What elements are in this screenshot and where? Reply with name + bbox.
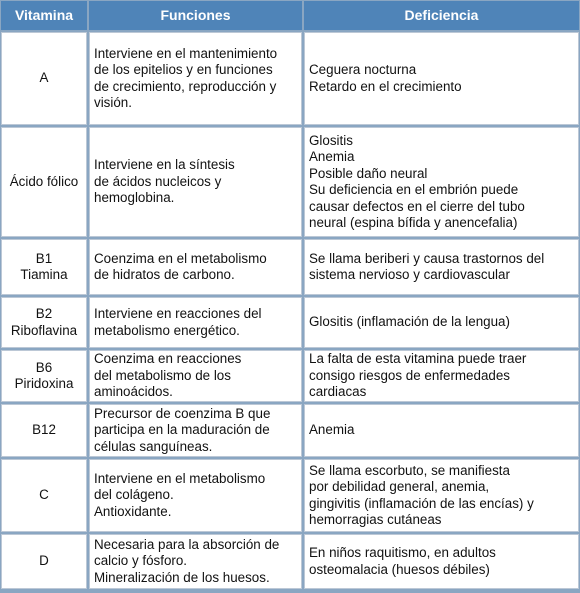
cell-line: hemoglobina. bbox=[94, 190, 175, 206]
cell-line: consigo riesgos de enfermedades bbox=[309, 367, 510, 383]
cell-line: causar defectos en el cierre del tubo bbox=[309, 198, 525, 214]
cell-line: Coenzima en el metabolismo bbox=[94, 250, 267, 266]
cell-line: Glositis (inflamación de la lengua) bbox=[309, 314, 510, 330]
functions-cell bbox=[89, 459, 302, 532]
cell-line: Se llama beriberi y causa trastornos del bbox=[309, 250, 545, 266]
cell-line: del colágeno. bbox=[94, 487, 174, 503]
cell-line: Precursor de coenzima B que bbox=[94, 405, 271, 421]
vitamin-cell bbox=[1, 239, 87, 295]
header-vitamina: Vitamina bbox=[1, 1, 87, 30]
deficiency-cell bbox=[304, 297, 579, 348]
deficiency-cell bbox=[304, 350, 579, 402]
cell-line: del metabolismo de los bbox=[94, 367, 231, 383]
cell-line: C bbox=[39, 487, 49, 503]
cell-line: cardiacas bbox=[309, 384, 367, 400]
cell-line: Interviene en la síntesis bbox=[94, 157, 235, 173]
cell-line: Se llama escorbuto, se manifiesta bbox=[309, 462, 510, 478]
cell-line: calcio y fósforo. bbox=[94, 553, 188, 569]
cell-line: neural (espina bífida y anencefalia) bbox=[309, 215, 518, 230]
cell-line: de hidratos de carbono. bbox=[94, 267, 235, 282]
cell-line: gingivitis (inflamación de las encías) y bbox=[309, 495, 534, 511]
functions-cell bbox=[89, 239, 302, 295]
cell-line: Glositis bbox=[309, 132, 353, 148]
cell-line: de crecimiento, reproducción y bbox=[94, 78, 277, 94]
vitamin-cell bbox=[1, 297, 87, 348]
header-funciones: Funciones bbox=[89, 1, 302, 30]
vitamin-cell bbox=[1, 534, 87, 589]
cell-line: sistema nervioso y cardiovascular bbox=[309, 267, 510, 282]
cell-line: Anemia bbox=[309, 422, 355, 438]
functions-cell bbox=[89, 127, 302, 237]
cell-line: Riboflavina bbox=[10, 322, 78, 338]
deficiency-cell bbox=[304, 534, 579, 589]
cell-line: Anemia bbox=[309, 149, 355, 164]
functions-cell bbox=[89, 297, 302, 348]
cell-line: de ácidos nucleicos y bbox=[94, 173, 222, 189]
vitamin-table bbox=[1, 1, 579, 592]
cell-line: Su deficiencia en el embrión puede bbox=[309, 182, 519, 197]
cell-line: Piridoxina bbox=[14, 376, 74, 391]
cell-line: células sanguíneas. bbox=[94, 438, 213, 454]
deficiency-cell bbox=[304, 459, 579, 532]
vitamin-cell bbox=[1, 127, 87, 237]
cell-line: hemorragias cutáneas bbox=[309, 512, 442, 527]
cell-line: Necesaria para la absorción de bbox=[94, 536, 280, 552]
cell-line: B1 bbox=[35, 250, 53, 266]
cell-line: D bbox=[39, 553, 49, 569]
cell-line: Interviene en reacciones del bbox=[94, 306, 262, 321]
cell-line: osteomalacia (huesos débiles) bbox=[309, 561, 490, 577]
functions-cell bbox=[89, 350, 302, 402]
cell-line: metabolismo energético. bbox=[94, 322, 240, 338]
cell-line: participa en la maduración de bbox=[94, 422, 270, 438]
cell-line: En niños raquitismo, en adultos bbox=[309, 545, 496, 560]
cell-line: La falta de esta vitamina puede traer bbox=[309, 351, 527, 367]
deficiency-cell bbox=[304, 32, 579, 125]
vitamin-cell bbox=[1, 404, 87, 457]
vitamin-cell bbox=[1, 459, 87, 532]
vitamin-cell bbox=[1, 32, 87, 125]
cell-line: Mineralización de los huesos. bbox=[94, 569, 270, 585]
cell-line: Posible daño neural bbox=[309, 165, 428, 181]
cell-line: Retardo en el crecimiento bbox=[309, 78, 462, 94]
cell-line: Tiamina bbox=[20, 267, 68, 282]
cell-line: de los epitelios y en funciones bbox=[94, 62, 273, 77]
cell-line: Ácido fólico bbox=[9, 173, 79, 189]
functions-cell bbox=[89, 32, 302, 125]
cell-line: por debilidad general, anemia, bbox=[309, 479, 490, 494]
cell-line: Ceguera nocturna bbox=[309, 62, 417, 77]
deficiency-cell bbox=[304, 239, 579, 295]
cell-line: aminoácidos. bbox=[94, 384, 173, 400]
cell-line: B2 bbox=[35, 306, 53, 321]
cell-line: Coenzima en reacciones bbox=[94, 351, 242, 367]
deficiency-cell bbox=[304, 127, 579, 237]
cell-line: Interviene en el metabolismo bbox=[94, 470, 266, 486]
cell-line: visión. bbox=[94, 95, 132, 110]
cell-line: B12 bbox=[32, 422, 56, 438]
header-deficiencia: Deficiencia bbox=[304, 1, 579, 30]
deficiency-cell bbox=[304, 404, 579, 457]
functions-cell bbox=[89, 534, 302, 589]
functions-cell bbox=[89, 404, 302, 457]
vitamin-cell bbox=[1, 350, 87, 402]
cell-line: Antioxidante. bbox=[94, 503, 172, 519]
cell-line: Interviene en el mantenimiento bbox=[94, 45, 278, 61]
cell-line: A bbox=[39, 70, 49, 86]
cell-line: B6 bbox=[35, 359, 53, 375]
